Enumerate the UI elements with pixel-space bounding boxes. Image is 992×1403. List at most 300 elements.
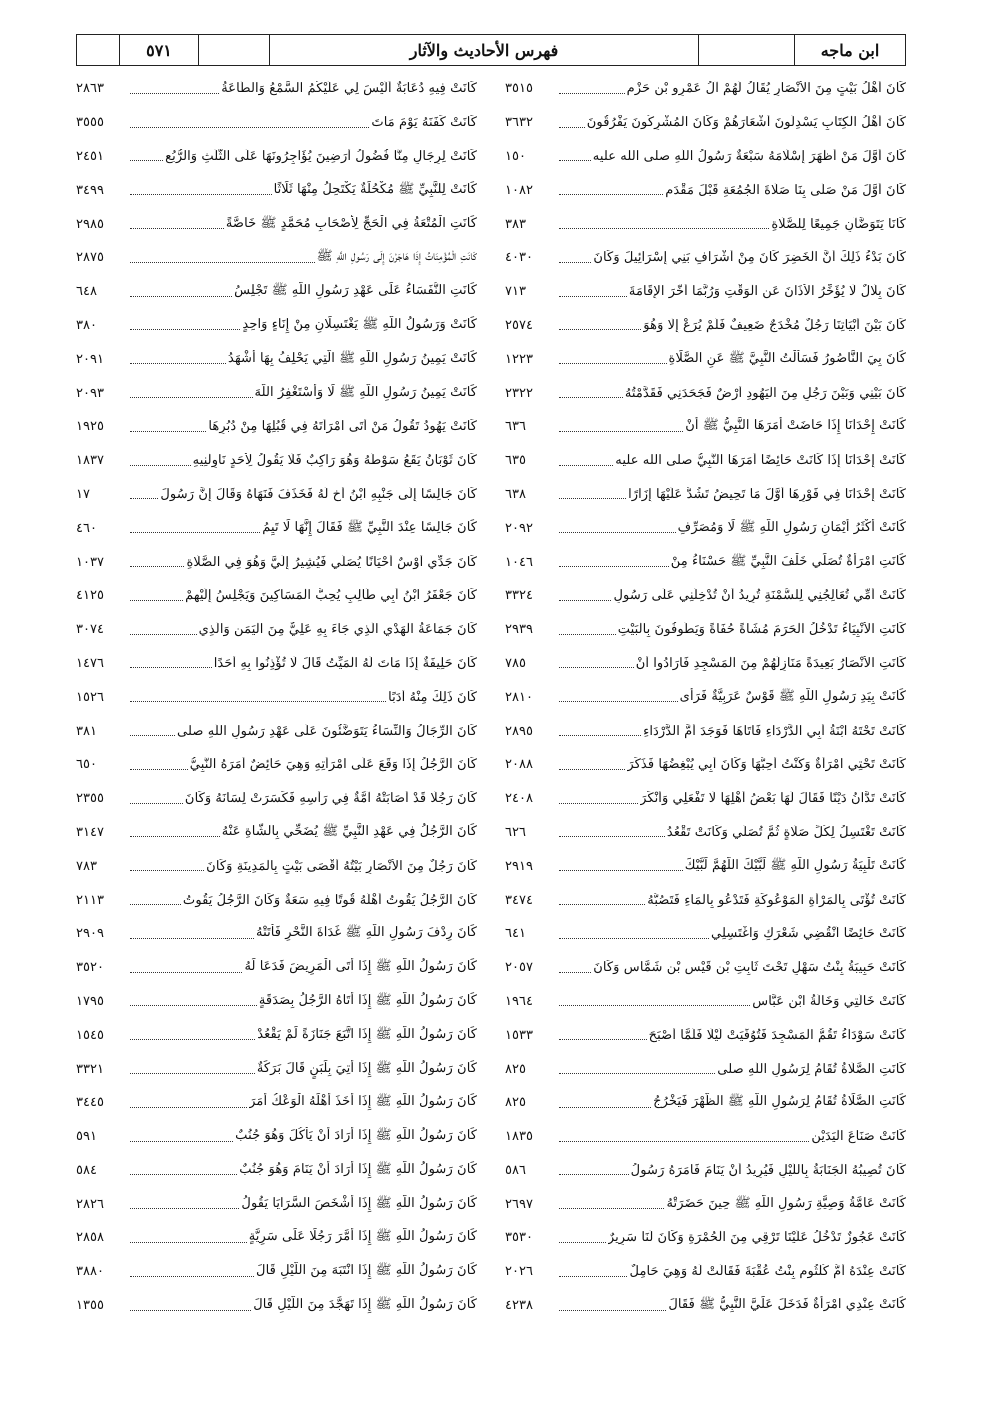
hadith-number: ١٠٣٧	[76, 554, 104, 570]
index-entry	[76, 748, 477, 782]
hadith-number: ١٩٢٥	[76, 419, 104, 435]
hadith-number: ٦٢٦	[505, 824, 526, 840]
dot-leader	[130, 734, 175, 736]
index-entry	[76, 883, 477, 917]
hadith-text: كَانَ بَيْنَ أَبْيَاتِنَا رَجُلٌ مُخْدَجٌ ضَعِيفٌ فَلَمْ يُرَعْ إِلَّا وَهُوَ	[643, 317, 906, 333]
index-entry	[76, 410, 477, 444]
hadith-number: ٢٨٩٥	[505, 723, 533, 739]
dot-leader	[559, 159, 591, 161]
dot-leader	[559, 261, 591, 263]
index-entry	[505, 140, 906, 174]
index-entry	[76, 1289, 477, 1323]
index-entry	[505, 72, 906, 106]
index-entry	[505, 579, 906, 613]
hadith-number: ٦٣٦	[505, 419, 526, 435]
hadith-number: ٦٣٥	[505, 453, 526, 469]
dot-leader	[130, 1140, 233, 1142]
hadith-text: كَانَ أَهْلُ الْكِتَابِ يَسْدِلُونَ أَشْعَارَهُمْ وَكَانَ الْمُشْرِكُونَ يَفْرُقُونَ	[586, 115, 906, 131]
hadith-number: ٧١٣	[505, 284, 526, 300]
dot-leader	[559, 497, 626, 499]
hadith-text: كَانَتْ أُمِّي تُعَالِجُنِي لِلسُّمْنَةِ تُرِيدُ أَنْ تُدْخِلَنِي عَلَى رَسُولِ	[613, 588, 906, 604]
index-entry	[76, 985, 477, 1019]
hadith-text: كَانَ جَدِّي أَوْسٌ أَحْيَانًا يُصَلِّي فَيُشِيرُ إِلَيَّ وَهُوَ فِي الصَّلَاةِ	[186, 554, 477, 570]
dot-leader	[130, 159, 163, 161]
dot-leader	[559, 869, 683, 871]
index-entry	[76, 782, 477, 816]
hadith-number: ١٩٦٤	[505, 993, 533, 1009]
hadith-number: ١٥٣٣	[505, 1027, 533, 1043]
hadith-number: ١٨٣٧	[76, 453, 104, 469]
hadith-text: كَانَ أَوَّلَ مَنْ صَلَّى بِنَا صَلَاةَ الْجُمُعَةِ قَبْلَ مَقْدَمِ	[665, 182, 906, 198]
index-entry	[505, 883, 906, 917]
dot-leader	[130, 565, 184, 567]
index-entry	[76, 1052, 477, 1086]
index-entry	[76, 1120, 477, 1154]
dot-leader	[559, 1207, 664, 1209]
index-entry	[505, 207, 906, 241]
hadith-text: كَانَ رَسُولُ اللَّهِ ﷺ إِذَا أَرَادَ أَنْ يَنَامَ وَهُوَ جُنُبٌ	[239, 1161, 477, 1177]
index-entry	[505, 1154, 906, 1188]
dot-leader	[559, 1309, 666, 1311]
hadith-number: ٤٠٣٠	[505, 250, 533, 266]
hadith-number: ١٥٤٥	[76, 1027, 104, 1043]
hadith-text: كَانَتْ لِلنَّبِيِّ ﷺ مُكْحُلَةٌ يَكْتَحِلُ مِنْهَا ثَلَاثًا	[273, 181, 477, 197]
hadith-number: ٦٣٨	[505, 486, 526, 502]
index-entry	[76, 72, 477, 106]
hadith-text: كَانَ رَسُولُ اللَّهِ ﷺ إِذَا انْتَبَهَ مِنَ اللَّيْلِ قَالَ	[256, 1263, 477, 1279]
index-entry	[76, 309, 477, 343]
left-column	[76, 72, 491, 1314]
index-entry	[76, 173, 477, 207]
dot-leader	[130, 1173, 237, 1175]
index-entry	[76, 545, 477, 579]
hadith-number: ١٨٣٥	[505, 1129, 533, 1145]
hadith-text: كَانَتْ إِحْدَانَا فِي فَوْرِهَا أَوَّلَ مَا تَحِيضُ تَشُدُّ عَلَيْهَا إِزَارًا	[628, 486, 906, 502]
page-header	[76, 34, 906, 66]
dot-leader	[130, 599, 183, 601]
hadith-number: ٣٦٣٢	[505, 115, 533, 131]
index-entry	[76, 1154, 477, 1188]
hadith-number: ١٥٠	[505, 148, 526, 164]
dot-leader	[130, 869, 204, 871]
dot-leader	[559, 531, 676, 533]
hadith-text: كَانَتِ النُّفَسَاءُ عَلَى عَهْدِ رَسُولِ اللَّهِ ﷺ تَجْلِسُ	[234, 283, 477, 299]
index-entry	[505, 1018, 906, 1052]
dot-leader	[130, 1106, 247, 1108]
hadith-text: كَانَ جَالِسًا إِلَى جَنْبِهِ ابْنُ أَخٍ لَهُ فَخَذَفَ فَنَهَاهُ وَقَالَ إِنَّ رَسُولَ	[160, 486, 477, 502]
index-entry	[505, 714, 906, 748]
hadith-number: ٥٨٦	[505, 1162, 526, 1178]
dot-leader	[130, 295, 232, 297]
index-entry	[505, 680, 906, 714]
index-entry	[505, 478, 906, 512]
hadith-number: ٢٠٥٧	[505, 960, 533, 976]
dot-leader	[130, 1004, 257, 1006]
dot-leader	[130, 227, 224, 229]
hadith-text: كَانَ بِيَ النَّاصُورُ فَسَأَلْتُ النَّبِيَّ ﷺ عَنِ الصَّلَاةِ	[668, 350, 906, 366]
hadith-number: ٢٣٢٢	[505, 385, 533, 401]
index-entry	[505, 816, 906, 850]
dot-leader	[559, 633, 616, 635]
hadith-number: ٣٨٨٠	[76, 1264, 104, 1280]
dot-leader	[559, 666, 634, 668]
hadith-text: كَانَ رَجُلٌ مِنَ الأَنْصَارِ بَيْتُهُ أَقْصَى بَيْتٍ بِالْمَدِينَةِ وَكَانَ	[206, 858, 477, 874]
dot-leader	[559, 430, 683, 432]
dot-leader	[559, 971, 591, 973]
index-entry	[505, 613, 906, 647]
dot-leader	[130, 497, 158, 499]
hadith-text: كَانَتْ حَبِيبَةُ بِنْتُ سَهْلٍ تَحْتَ ثَابِتِ بْنِ قَيْسِ بْنِ شَمَّاسٍ وَكَانَ	[593, 960, 906, 976]
dot-leader	[130, 903, 181, 905]
hadith-text: كَانَ أَهْلُ بَيْتٍ مِنَ الأَنْصَارِ يُقَالُ لَهُمْ آلُ عَمْرِو بْنِ حَزْمٍ	[626, 81, 906, 97]
dot-leader	[559, 1241, 606, 1243]
hadith-number: ٥٩١	[76, 1129, 97, 1145]
index-entry	[505, 1052, 906, 1086]
dot-leader	[559, 328, 641, 330]
dot-leader	[559, 126, 585, 128]
hadith-text: كَانَتْ عَجُوزٌ تَدْخُلُ عَلَيْنَا تَرْقِي مِنَ الْحُمْرَةِ وَكَانَ لَنَا سَرِيرٌ	[607, 1230, 906, 1246]
index-entry	[505, 106, 906, 140]
dot-leader	[559, 1173, 629, 1175]
hadith-number: ٨٢٥	[505, 1061, 526, 1077]
hadith-number: ٣٨٠	[76, 317, 97, 333]
hadith-number: ٢٤٥١	[76, 148, 104, 164]
hadith-text: كَانَتْ سَوْدَاءُ تَقُمُّ الْمَسْجِدَ فَتُوُفِّيَتْ لَيْلًا فَلَمَّا أَصْبَحَ	[648, 1027, 906, 1043]
header-blank-cell	[698, 35, 794, 65]
index-entry	[76, 207, 477, 241]
hadith-number: ٢٩٣٩	[505, 622, 533, 638]
hadith-text: كَانَتِ الصَّلَاةُ تُقَامُ لِرَسُولِ اللَّهِ ﷺ الظُّهْرَ فَيَخْرُجُ	[653, 1094, 906, 1110]
hadith-number: ٢٠٩٢	[505, 520, 533, 536]
index-entry	[76, 1086, 477, 1120]
hadith-text: كَانَتْ خَالَتِي وَخَالَةُ ابْنِ عَبَّاسٍ	[752, 993, 906, 1009]
hadith-text: كَانَتْ عِنْدِي امْرَأَةٌ فَدَخَلَ عَلَيَّ النَّبِيُّ ﷺ فَقَالَ	[668, 1297, 906, 1313]
hadith-text: كَانَتِ الأَنْبِيَاءُ تَدْخُلُ الْحَرَمَ مُشَاةً حُفَاةً وَيَطُوفُونَ بِالْبَيْتِ	[617, 622, 906, 638]
dot-leader	[130, 1072, 255, 1074]
hadith-text: كَانَتِ الصَّلَاةُ تُقَامُ لِرَسُولِ اللَّهِ صلى	[717, 1061, 906, 1077]
dot-leader	[559, 193, 663, 195]
dot-leader	[130, 362, 226, 364]
index-entry	[76, 951, 477, 985]
hadith-text: كَانَ رَسُولُ اللَّهِ ﷺ إِذَا أَتَى الْمَرِيضَ فَدَعَا لَهُ	[244, 959, 477, 975]
hadith-number: ٦٥٠	[76, 757, 97, 773]
dot-leader	[130, 666, 212, 668]
hadith-number: ٣٥١٥	[505, 81, 533, 97]
index-entry	[505, 748, 906, 782]
hadith-text: كَانَتْ فِيهِ دُعَابَةٌ أَلَيْسَ لِي عَلَيْكُمُ السَّمْعُ وَالطَّاعَةُ	[221, 81, 477, 97]
dot-leader	[559, 1275, 627, 1277]
hadith-text: كَانَتْ أَكْثَرُ أَيْمَانِ رَسُولِ اللَّهِ ﷺ لَا وَمُصَرِّفِ	[677, 519, 906, 535]
index-entry	[505, 342, 906, 376]
index-entry	[76, 106, 477, 140]
hadith-number: ١٣٥٥	[76, 1298, 104, 1314]
hadith-number: ٢١١٣	[76, 892, 104, 908]
hadith-text: كَانَ رَسُولُ اللَّهِ ﷺ إِذَا أَمَّرَ رَجُلًا عَلَى سَرِيَّةٍ	[248, 1229, 477, 1245]
hadith-text: كَانَتِ امْرَأَةٌ تُصَلِّي خَلْفَ النَّبِيِّ ﷺ حَسْنَاءُ مِنْ	[670, 553, 906, 569]
dot-leader	[559, 1072, 715, 1074]
hadith-number: ٣١٤٧	[76, 824, 104, 840]
page-number: ٥٧١	[119, 35, 198, 65]
dot-leader	[130, 1275, 254, 1277]
hadith-number: ١٤٧٦	[76, 655, 104, 671]
index-entry	[76, 579, 477, 613]
dot-leader	[130, 193, 272, 195]
hadith-text: كَانَ رَسُولُ اللَّهِ ﷺ إِذَا أُتِيَ بِلَبَنٍ قَالَ بَرَكَةٌ	[256, 1060, 477, 1076]
dot-leader	[130, 633, 197, 635]
dot-leader	[559, 1140, 809, 1142]
hadith-text: كَانَ بَدْءُ ذَلِكَ أَنَّ الْخَضِرَ كَانَ مِنْ أَشْرَافِ بَنِي إِسْرَائِيلَ وَكَانَ	[593, 250, 906, 266]
index-entry	[76, 647, 477, 681]
index-entry	[76, 680, 477, 714]
hadith-number: ٣٤٤٥	[76, 1095, 104, 1111]
hadith-number: ٢٨٧٥	[76, 250, 104, 266]
hadith-number: ٢٣٥٥	[76, 791, 104, 807]
dot-leader	[559, 700, 678, 702]
hadith-text: كَانَ رِدْفَ رَسُولِ اللَّهِ ﷺ غَدَاةَ النَّحْرِ فَأَتَتْهُ	[256, 925, 477, 941]
hadith-text: كَانَ رَسُولُ اللَّهِ ﷺ إِذَا اتَّبَعَ جَنَازَةً لَمْ يَقْعُدْ	[257, 1026, 477, 1042]
hadith-text: كَانَ بَيْنِي وَبَيْنَ رَجُلٍ مِنَ الْيَهُودِ أَرْضٌ فَجَحَدَنِي فَقَدَّمْتُهُ	[624, 385, 906, 401]
hadith-text: كَانَتْ عَامَّةُ وَصِيَّةِ رَسُولِ اللَّهِ ﷺ حِينَ حَضَرَتْهُ	[666, 1195, 906, 1211]
hadith-text: كَانَ بِلَالٌ لَا يُؤَخِّرُ الأَذَانَ عَنِ الْوَقْتِ وَرُبَّمَا أَخَّرَ الإِقَامَةَ	[628, 284, 906, 300]
index-entry	[505, 1120, 906, 1154]
hadith-text: كَانَ الرَّجُلُ يَقُوتُ أَهْلَهُ قُوتًا فِيهِ سَعَةٌ وَكَانَ الرَّجُلُ يَقُوتُ	[182, 892, 477, 908]
index-entry	[505, 173, 906, 207]
hadith-text: كَانَ رَسُولُ اللَّهِ ﷺ إِذَا أَتَاهُ الرَّجُلُ بِصَدَقَةٍ	[258, 992, 477, 1008]
hadith-number: ٣٥٢٠	[76, 960, 104, 976]
dot-leader	[559, 599, 611, 601]
hadith-number: ٣٨٣	[505, 216, 526, 232]
hadith-text: كَانَتْ يَهُودُ تَقُولُ مَنْ أَتَى امْرَأَتَهُ فِي قُبُلِهَا مِنْ دُبُرِهَا	[208, 419, 477, 435]
index-entry	[76, 1187, 477, 1221]
index-entry	[76, 478, 477, 512]
dot-leader	[559, 464, 613, 466]
hadith-text: كَانَ حَلِيفَةٌ إِذَا مَاتَ لَهُ الْمَيِّتُ قَالَ لَا تُؤْذِنُوا بِهِ أَحَدًا	[213, 655, 477, 671]
hadith-text: كَانَ ثَوْبَانُ يَقَعُ سَوْطُهُ وَهُوَ رَاكِبٌ فَلَا يَقُولُ لِأَحَدٍ نَاوِلْنِيهِ	[192, 453, 477, 469]
hadith-text: كَانَ ذَلِكَ مِنْهُ أَدَبًا	[388, 689, 477, 705]
hadith-number: ٢٠٨٨	[505, 757, 533, 773]
index-entry	[76, 849, 477, 883]
dot-leader	[559, 295, 627, 297]
index-entry	[505, 782, 906, 816]
hadith-number: ٢٠٩٣	[76, 385, 104, 401]
dot-leader	[130, 1038, 255, 1040]
dot-leader	[130, 396, 253, 398]
dot-leader	[130, 464, 191, 466]
hadith-number: ٢٦٩٧	[505, 1196, 533, 1212]
index-entry	[505, 951, 906, 985]
hadith-text: كَانَتْ عِنْدَهُ أُمُّ كُلْثُومٍ بِنْتُ عُقْبَةَ فَقَالَتْ لَهُ وَهِيَ حَامِلٌ	[629, 1264, 906, 1280]
hadith-text: كَانَتْ إِحْدَانَا إِذَا كَانَتْ حَائِضًا أَمَرَهَا النَّبِيُّ صلى الله عليه	[615, 453, 906, 469]
hadith-text: كَانَتْ صَنَاعَ الْيَدَيْنِ	[811, 1129, 906, 1145]
hadith-text: كَانَتْ تَحْتَهُ ابْنَةُ أَبِي الدَّرْدَاءِ فَأَتَاهَا فَوَجَدَ أُمَّ الدَّرْدَاءِ	[643, 723, 906, 739]
hadith-number: ٤٢٣٨	[505, 1298, 533, 1314]
hadith-number: ٢٨١٠	[505, 689, 533, 705]
index-entry	[76, 511, 477, 545]
dot-leader	[130, 1207, 239, 1209]
hadith-number: ٨٢٥	[505, 1095, 526, 1111]
dot-leader	[559, 362, 667, 364]
dot-leader	[130, 971, 242, 973]
index-columns	[76, 72, 906, 1314]
hadith-text: كَانَ رَسُولُ اللَّهِ ﷺ إِذَا تَهَجَّدَ مِنَ اللَّيْلِ قَالَ	[253, 1297, 477, 1313]
dot-leader	[559, 227, 769, 229]
dot-leader	[559, 903, 645, 905]
hadith-text: كَانَتْ وَرَسُولُ اللَّهِ ﷺ يَغْتَسِلَانِ مِنْ إِنَاءٍ وَاحِدٍ	[242, 316, 477, 332]
header-blank-cell	[198, 35, 269, 65]
hadith-text: كَانَتْ إِحْدَانَا إِذَا حَاضَتْ أَمَرَهَا النَّبِيُّ ﷺ أَنْ	[685, 418, 906, 434]
book-name: ابن ماجه	[794, 35, 905, 65]
index-entry	[505, 1221, 906, 1255]
dot-leader	[130, 1309, 251, 1311]
hadith-text: كَانَ جَعْفَرُ ابْنُ أَبِي طَالِبٍ يُحِبُّ الْمَسَاكِينَ وَيَجْلِسُ إِلَيْهِمْ	[185, 588, 477, 604]
dot-leader	[559, 92, 625, 94]
hadith-text: كَانَتِ الأَنْصَارُ بَعِيدَةً مَنَازِلُهُمْ مِنَ الْمَسْجِدِ فَأَرَادُوا أَنْ	[635, 655, 906, 671]
dot-leader	[559, 802, 638, 804]
index-entry	[505, 376, 906, 410]
dot-leader	[130, 802, 183, 804]
hadith-number: ٢٨٦٣	[76, 81, 104, 97]
hadith-number: ٣٣٢٤	[505, 588, 533, 604]
hadith-number: ٢٩٠٩	[76, 926, 104, 942]
index-entry	[505, 1086, 906, 1120]
index-entry	[76, 275, 477, 309]
index-entry	[505, 545, 906, 579]
hadith-number: ٢٠٢٦	[505, 1264, 533, 1280]
index-title: فهرس الأحاديث والآثار	[269, 35, 698, 65]
index-entry	[76, 241, 477, 275]
hadith-number: ٢٩١٩	[505, 858, 533, 874]
hadith-text: كَانَ رَسُولُ اللَّهِ ﷺ إِذَا أَخَذَ أَهْلَهُ الْوَعْكُ أَمَرَ	[249, 1094, 477, 1110]
hadith-number: ٤٦٠	[76, 520, 97, 536]
hadith-number: ٣٤٧٤	[505, 892, 533, 908]
hadith-text: كَانَتْ تُؤْتَى بِالْمَرْأَةِ الْمَوْعُوكَةِ فَتَدْعُو بِالْمَاءِ فَتَصُبُّهُ	[647, 892, 906, 908]
dot-leader	[559, 768, 625, 770]
hadith-text: كَانَ أَوَّلَ مَنْ أَظْهَرَ إِسْلَامَهُ سَبْعَةٌ رَسُولُ اللَّهِ صلى الله عليه	[592, 148, 906, 164]
hadith-number: ١٥٢٦	[76, 689, 104, 705]
header-end-cell	[77, 35, 119, 65]
hadith-number: ٦٤٨	[76, 284, 97, 300]
dot-leader	[559, 937, 709, 939]
hadith-number: ١٢٢٣	[505, 351, 533, 367]
index-entry	[76, 140, 477, 174]
hadith-text: كَانَ الرِّجَالُ وَالنِّسَاءُ يَتَوَضَّئُونَ عَلَى عَهْدِ رَسُولِ اللَّهِ صلى	[177, 723, 477, 739]
hadith-text: كَانَ جَمَاعَةُ الْهَدْيِ الَّذِي جَاءَ بِهِ عَلِيٌّ مِنَ الْيَمَنِ وَالَّذِي	[198, 622, 477, 638]
index-entry	[76, 1255, 477, 1289]
hadith-number: ٢٤٠٨	[505, 791, 533, 807]
index-entry	[505, 1289, 906, 1323]
dot-leader	[559, 1106, 651, 1108]
dot-leader	[130, 261, 315, 263]
dot-leader	[559, 565, 669, 567]
index-entry	[505, 917, 906, 951]
dot-leader	[559, 835, 665, 837]
hadith-text: كَانَتْ يَمِينُ رَسُولِ اللَّهِ ﷺ الَّتِي يَحْلِفُ بِهَا أَشْهَدُ	[228, 350, 477, 366]
hadith-number: ٧٨٥	[505, 655, 526, 671]
index-entry	[505, 985, 906, 1019]
index-entry	[76, 816, 477, 850]
hadith-text: كَانَ تُصِيبُهُ الْجَنَابَةُ بِاللَّيْلِ فَيُرِيدُ أَنْ يَنَامَ فَأَمَرَهُ رَسُولُ	[630, 1162, 906, 1178]
index-entry	[505, 1187, 906, 1221]
hadith-number: ٣٤٩٩	[76, 182, 104, 198]
dot-leader	[559, 1038, 647, 1040]
index-entry	[505, 410, 906, 444]
hadith-number: ١٠٨٢	[505, 182, 533, 198]
dot-leader	[130, 92, 219, 94]
index-entry	[76, 613, 477, 647]
index-entry	[76, 342, 477, 376]
dot-leader	[130, 328, 240, 330]
hadith-text: كَانَ الرَّجُلُ فِي عَهْدِ النَّبِيِّ ﷺ يُضَحِّي بِالشَّاةِ عَنْهُ	[221, 823, 477, 839]
dot-leader	[130, 835, 220, 837]
hadith-number: ٢٥٧٤	[505, 317, 533, 333]
hadith-text: كَانَتْ تَدَّانُ دَيْنًا فَقَالَ لَهَا بَعْضُ أَهْلِهَا لَا تَفْعَلِي وَأَنْكَرَ	[640, 791, 906, 807]
hadith-number: ١٠٤٦	[505, 554, 533, 570]
dot-leader	[559, 1004, 750, 1006]
hadith-number: ٧٨٣	[76, 858, 97, 874]
hadith-number: ٣٥٥٥	[76, 115, 104, 131]
hadith-text: كَانَ الرَّجُلُ إِذَا وَقَعَ عَلَى امْرَأَتِهِ وَهِيَ حَائِضٌ أَمَرَهُ النَّبِيُّ	[189, 757, 477, 773]
hadith-text: كَانَ جَالِسًا عِنْدَ النَّبِيِّ ﷺ فَقَالَ إِنَّهَا لَا تَيِمُ	[262, 519, 477, 535]
hadith-text: كَانَ رَجُلًا قَدْ أَصَابَتْهُ آمَّةٌ فِي رَأْسِهِ فَكَسَرَتْ لِسَانَهُ وَكَانَ	[184, 791, 477, 807]
hadith-text: كَانَ رَسُولُ اللَّهِ ﷺ إِذَا أَرَادَ أَنْ يَأْكُلَ وَهُوَ جُنُبٌ	[235, 1128, 477, 1144]
index-entry	[505, 1255, 906, 1289]
dot-leader	[559, 734, 641, 736]
hadith-text: كَانَ رَسُولُ اللَّهِ ﷺ إِذَا أَشْخَصَ السَّرَايَا يَقُولُ	[241, 1195, 477, 1211]
hadith-text: كَانَتِ الْمُتْعَةُ فِي الْحَجِّ لِأَصْحَابِ مُحَمَّدٍ ﷺ خَاصَّةً	[225, 215, 477, 231]
hadith-number: ٦٤١	[505, 926, 526, 942]
index-entry	[505, 647, 906, 681]
index-entry	[76, 1221, 477, 1255]
hadith-text: كَانَتْ بِيَدِ رَسُولِ اللَّهِ ﷺ قَوْسٌ عَرَبِيَّةٌ فَرَأَى	[679, 688, 906, 704]
hadith-number: ٣٥٣٠	[505, 1230, 533, 1246]
hadith-text: كَانَتِ الْمُؤْمِنَاتُ إِذَا هَاجَرْنَ إِلَى رَسُولِ اللَّهِ ﷺ	[316, 249, 477, 265]
dot-leader	[130, 430, 206, 432]
hadith-number: ١٧	[76, 486, 90, 502]
hadith-text: كَانَتْ يَمِينُ رَسُولِ اللَّهِ ﷺ لَا وَأَسْتَغْفِرُ اللَّهَ	[254, 384, 477, 400]
index-entry	[505, 309, 906, 343]
hadith-text: كَانَا يَتَوَضَّآنِ جَمِيعًا لِلصَّلَاةِ	[771, 216, 906, 232]
dot-leader	[130, 1241, 247, 1243]
dot-leader	[130, 126, 369, 128]
hadith-number: ٣٣٢١	[76, 1061, 104, 1077]
index-entry	[505, 849, 906, 883]
hadith-number: ٣٠٧٤	[76, 622, 104, 638]
hadith-text: كَانَتْ تَغْتَسِلُ لِكُلِّ صَلَاةٍ ثُمَّ تُصَلِّي وَكَانَتْ تَقْعُدُ	[666, 824, 906, 840]
hadith-text: كَانَتْ تَلْبِيَةُ رَسُولِ اللَّهِ ﷺ لَبَّيْكَ اللَّهُمَّ لَبَّيْكَ	[684, 857, 906, 873]
hadith-text: كَانَتْ حَائِضًا اُنْقُضِي شَعْرَكِ وَاغْتَسِلِي	[711, 926, 906, 942]
hadith-number: ٤١٢٥	[76, 588, 104, 604]
index-entry	[505, 275, 906, 309]
index-entry	[76, 376, 477, 410]
hadith-number: ٢٠٩١	[76, 351, 104, 367]
index-entry	[76, 444, 477, 478]
index-entry	[76, 917, 477, 951]
hadith-number: ٣٨١	[76, 723, 97, 739]
hadith-number: ٢٨٢٦	[76, 1196, 104, 1212]
dot-leader	[130, 531, 260, 533]
hadith-number: ٥٨٤	[76, 1162, 97, 1178]
index-entry	[505, 241, 906, 275]
hadith-text: كَانَتْ كَفَنَهُ يَوْمَ مَاتَ	[371, 115, 477, 131]
hadith-text: كَانَتْ تَحْتِي امْرَأَةٌ وَكُنْتُ أُحِبُّهَا وَكَانَ أَبِي يُبْغِضُهَا فَذَكَرَ	[627, 757, 906, 773]
index-entry	[76, 1018, 477, 1052]
dot-leader	[130, 937, 254, 939]
right-column	[491, 72, 906, 1314]
dot-leader	[130, 768, 188, 770]
hadith-number: ٢٨٥٨	[76, 1230, 104, 1246]
index-entry	[505, 444, 906, 478]
index-entry	[76, 714, 477, 748]
